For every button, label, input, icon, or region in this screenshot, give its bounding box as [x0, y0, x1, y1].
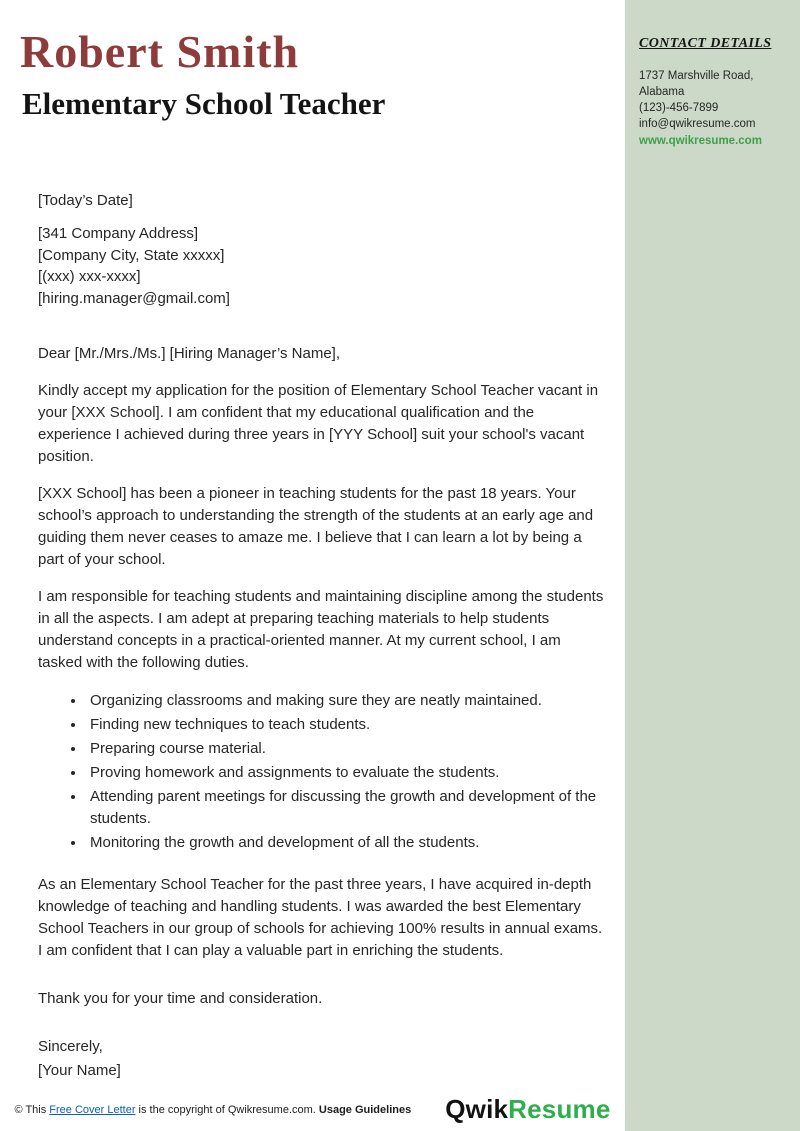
contact-address-line1: 1737 Marshville Road,: [639, 70, 754, 82]
recipient-address-block: [38, 223, 608, 309]
contact-sidebar: [625, 0, 800, 1131]
contact-phone: (123)-456-7899: [639, 102, 719, 114]
bullet-item: • Finding new techniques to teach students.: [86, 714, 608, 736]
letter-header: [0, 0, 625, 124]
contact-address-line2: Alabama: [639, 86, 685, 98]
copyright-suffix: is the copyright of Qwikresume.com.: [135, 1103, 319, 1116]
free-cover-letter-link[interactable]: Free Cover Letter: [49, 1103, 136, 1116]
date-placeholder: [Today’s Date]: [38, 192, 133, 209]
contact-email: info@qwikresume.com: [639, 118, 756, 130]
salutation: Dear [Mr./Mrs./Ms.] [Hiring Manager’s Name],: [38, 345, 341, 362]
logo-qwik-text: Qwik: [445, 1094, 509, 1124]
usage-guidelines-label: Usage Guidelines: [318, 1103, 412, 1116]
company-city: [Company City, State xxxxx]: [38, 246, 225, 264]
duties-list: [38, 690, 608, 854]
bullet-item: • Attending parent meetings for discussing the growth and development of the students.: [86, 786, 608, 830]
person-name: Robert Smith: [20, 26, 300, 77]
contact-website-link[interactable]: www.qwikresume.com: [639, 135, 762, 147]
paragraph-intro: Kindly accept my application for the position of Elementary School Teacher vacant in your [XXX School]. I am confident that my educational qualification and the experience I achieved during three years in [YYY School] suit your school's vacant position.: [38, 382, 599, 465]
company-address: [341 Company Address]: [38, 225, 199, 242]
paragraph-closing: As an Elementary School Teacher for the past three years, I have acquired in-depth knowledge of teaching and handling students. I was awarded the best Elementary School Teachers in our group of schools for achieving 100% results in annual exams. I am confident that I can play a valuable part in enriching the students.: [38, 876, 603, 959]
logo-resume-text: Resume: [508, 1094, 611, 1124]
thanks-line: Thank you for your time and consideration.: [38, 990, 323, 1007]
paragraph-school-praise: [XXX School] has been a pioneer in teaching students for the past 18 years. Your school’s approach to understanding the strength of the students at an early age and guiding them never ceases to amaze me. I believe that I can learn a lot by being a part of your school.: [38, 485, 594, 568]
bullet-item: • Organizing classrooms and making sure they are neatly maintained.: [86, 690, 608, 712]
company-phone: [(xxx) xxx-xxxx]: [38, 268, 141, 285]
copyright-prefix: © This: [14, 1103, 50, 1116]
signature-placeholder: [Your Name]: [38, 1062, 121, 1079]
page-footer: [0, 1094, 625, 1125]
signoff-line: Sincerely,: [38, 1038, 103, 1055]
paragraph-responsibilities: I am responsible for teaching students and maintaining discipline among the students in all the aspects. I am adept at preparing teaching materials to help students understand concepts in a practical-oriented manner. At my current school, I am tasked with the following duties.: [38, 588, 604, 671]
bullet-item: • Monitoring the growth and development of all the students.: [86, 832, 608, 854]
copyright-notice: [14, 1104, 411, 1116]
letter-body: [0, 190, 625, 1082]
bullet-item: • Proving homework and assignments to evaluate the students.: [86, 762, 608, 784]
bullet-item: • Preparing course material.: [86, 738, 608, 760]
person-job-title: Elementary School Teacher: [22, 86, 386, 121]
company-email: [hiring.manager@gmail.com]: [38, 289, 230, 307]
contact-details-heading: CONTACT DETAILS: [639, 36, 772, 51]
qwikresume-logo: [445, 1094, 610, 1125]
